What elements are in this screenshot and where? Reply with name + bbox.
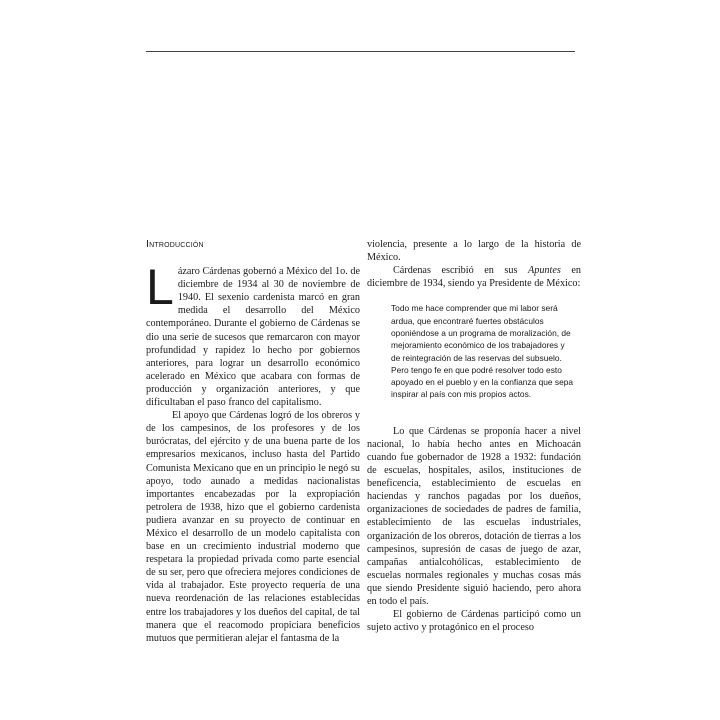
- drop-cap: L: [146, 259, 174, 316]
- paragraph-michoacan: Lo que Cárdenas se proponía hacer a nivel nacional, lo había hecho antes en Michoacán cuando fue gobernador de 1928 a 1932: fundación de escuelas, hospitales, asilos, instituciones de beneficencia, establecimiento de escuelas en haciendas y ranchos pagadas por los dueños, organizaciones de sociedades de padres de familia, establecimiento de las escuelas industriales, organización de los obreros, dotación de tierras a los campesinos, supresión de casas de juego de azar, campañas antialcohólicas, establecimiento de escuelas normales regionales y muchas cosas más que siendo Presidente siguió haciendo, pero ahora en todo el país.: [367, 425, 581, 607]
- paragraph-1: [146, 259, 360, 409]
- apuntes-title: Apuntes: [528, 265, 561, 277]
- paragraph-2: El apoyo que Cárdenas logró de los obreros y de los campesinos, de los profesores y de los burócratas, del ejército y de una buena parte de los empresarios mexicanos, incluso hasta del Partido Comunista Mexicano que en un principio le negó su apoyo, todo aunado a medidas nacionalistas importantes encabezadas por la expropiación petrolera de 1938, hizo que el gobierno cardenista pudiera avanzar en su proyecto de continuar en México el desarrollo de un modelo capitalista con base en un crecimiento industrial moderno que respetara la propiedad privada como parte esencial de su ser, pero que ofreciera mejores condiciones de vida al trabajador. Este proyecto requería de una nueva reordenación de las relaciones establecidas entre los trabajadores y los dueños del capital, de tal manera que el reacomodo propiciara beneficios mutuos que permitieran alejar el fantasma de la: [146, 410, 360, 644]
- right-column: [367, 238, 581, 634]
- apuntes-text-before: Cárdenas escribió en sus: [393, 265, 528, 277]
- block-quote: Todo me hace comprender que mi labor será ardua, que encontraré fuertes obstáculos oponiéndose a un programa de moralización, de mejoramiento económico de los trabajadores y de reintegración de las reservas del subsuelo. Pero tengo fe en que podré resolver todo esto apoyado en el pueblo y en la confianza que sepa inspirar al país con mis propios actos.: [391, 303, 574, 400]
- paragraph-1-text: ázaro Cárdenas gobernó a México del 1o. de diciembre de 1934 al 30 de noviembre de 1940. El sexenio cardenista marcó en gran medida el desarrollo del México contemporáneo. Durante el gobierno de Cárdenas se dio una serie de sucesos que remarcaron con mayor profundidad y rapidez lo hecho por gobiernos anteriores, para lograr un desarrollo económico acelerado en México que acabara con formas de producción y organización anteriores, y que dificultaban el paso franco del capitalismo.: [146, 266, 360, 409]
- left-column: [146, 238, 360, 645]
- paragraph-continued: violencia, presente a lo largo de la historia de México.: [367, 239, 581, 264]
- apuntes-text-after: en diciembre de 1934, siendo ya Presidente de México:: [367, 265, 581, 290]
- header-rule: [146, 51, 575, 52]
- paragraph-apuntes: [367, 264, 581, 290]
- paragraph-gobierno: El gobierno de Cárdenas participó como un sujeto activo y protagónico en el proceso: [367, 609, 581, 634]
- section-heading: Introducción: [146, 238, 204, 250]
